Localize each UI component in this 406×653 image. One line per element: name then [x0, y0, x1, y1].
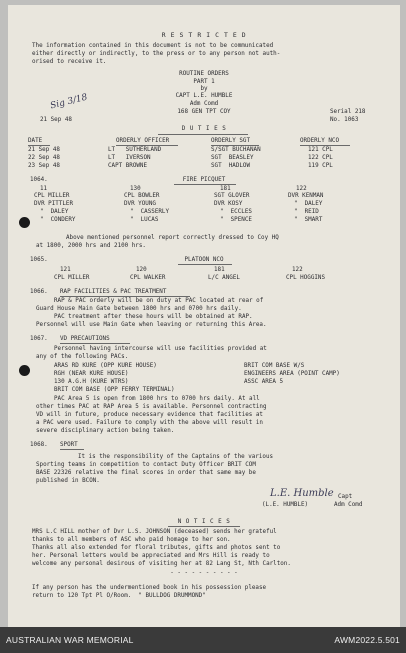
punch-hole [19, 217, 30, 228]
item-text: Guard House Main Gate between 1800 hrs and 0700 hrs daily. [36, 306, 242, 312]
signature-name: (L.E. HUMBLE) [262, 502, 309, 508]
item-text: PAC treatment after these hours will be obtained at RAP. [54, 314, 253, 320]
item-number: 1065. [30, 257, 48, 263]
nco-code: 181 [214, 267, 225, 273]
handwritten-annotation: Sig 3/18 [49, 92, 89, 112]
footer-institution: AUSTRALIAN WAR MEMORIAL [6, 635, 134, 645]
orders-date: 21 Sep 48 [40, 117, 72, 123]
nco-name: L/C ANGEL [208, 275, 240, 281]
notice-text: MRS L.C HILL mother of Dvr L.S. JOHNSON (deceased) sends her grateful [32, 529, 277, 535]
punch-hole [19, 365, 30, 376]
item-text: Personnel having intercourse will use facilities provided at [54, 346, 267, 352]
item-text: a PAC were used. Failure to comply with the above will result in [36, 420, 263, 426]
heading-underline [174, 184, 236, 185]
picquet-name: CPL MILLER [34, 193, 70, 199]
picquet-name: CPL BOWLER [124, 193, 160, 199]
picquet-name: " SPENCE [220, 217, 252, 223]
nco-name: CPL MILLER [54, 275, 90, 281]
item-number: 1068. [30, 442, 48, 448]
pac-location: RGH (NEAR KURE HOUSE) [54, 371, 129, 377]
item-text: PAC Area 5 is open from 1800 hrs to 0700 hrs daily. At all [54, 396, 260, 402]
item-number: 1066. [30, 289, 48, 295]
notice-text: welcome any personal desirous of visiting her at 82 Lang St, Nth Carlton. [32, 561, 291, 567]
item-title: RAP FACILITIES & PAC TREATMENT [60, 289, 167, 295]
column-underline [211, 145, 259, 146]
orders-officer: CAPT L.E. HUMBLE [175, 93, 233, 99]
orders-by: by [200, 86, 208, 92]
pac-location: ASSC AREA 5 [244, 379, 284, 385]
orders-unit: 168 GEN TPT COY [177, 109, 231, 115]
duties-col-date: DATE [28, 138, 43, 144]
item-text: It is the responsibility of the Captains of the various [78, 454, 274, 460]
signature-appointment: Adm Comd [334, 502, 363, 508]
item-text: Sporting teams in competition to contact Duty Officer BRIT COM [36, 462, 256, 468]
item-text: severe disciplinary action being taken. [36, 428, 175, 434]
picquet-name: SGT GLOVER [214, 193, 250, 199]
notice-text: If any person has the undermentioned book in his possession please [32, 585, 267, 591]
heading-underline [60, 449, 84, 450]
item-text: any of the following PACs. [36, 354, 129, 360]
nco-code: 120 [136, 267, 147, 273]
column-underline [116, 145, 178, 146]
duties-cell: CAPT BROWNE [108, 163, 148, 169]
duties-cell: SGT HADLOW [211, 163, 251, 169]
heading-underline [178, 264, 232, 265]
notice-line: The information contained in this document is not to be communicated [32, 43, 274, 49]
column-underline [28, 145, 50, 146]
picquet-code: 122 [296, 186, 307, 192]
item-text: published in BCON. [36, 478, 100, 484]
picquet-name: " REID [294, 209, 319, 215]
picquet-name: " SMART [294, 217, 323, 223]
pac-location: ARAS RD KURE (OPP KURE HOUSE) [54, 363, 157, 369]
notice-line: either directly or indirectly, to the press or to any person not auth- [32, 51, 281, 57]
signature-rank: Capt [338, 494, 353, 500]
item-text: RAP & PAC orderly will be on duty at PAC located at rear of [54, 298, 264, 304]
signature: L.E. Humble [270, 488, 334, 499]
item-title: SPORT [60, 442, 78, 448]
orders-appointment: Adm Comd [189, 101, 219, 107]
column-underline [300, 145, 350, 146]
nco-code: 121 [60, 267, 71, 273]
pac-location: ENGINEERS AREA (POINT CAMP) [244, 371, 340, 377]
pac-location: BRIT COM BASE (OPP FERRY TERMINAL) [54, 387, 175, 393]
duties-cell: 122 CPL [308, 155, 333, 161]
duties-col-sgt: ORDERLY SGT [211, 138, 251, 144]
footer-reference: AWM2022.5.501 [334, 635, 400, 645]
archive-footer [0, 627, 406, 653]
classification-heading: R E S T R I C T E D [161, 31, 247, 39]
notices-heading: N O T I C E S [177, 519, 231, 525]
heading-underline [168, 526, 240, 527]
nco-name: CPL WALKER [130, 275, 166, 281]
picquet-name: DVR YOUNG [124, 201, 156, 207]
heading-underline [158, 134, 248, 135]
duties-cell: 121 CPL [308, 147, 333, 153]
picquet-name: DVR KENMAN [288, 193, 324, 199]
orders-part: PART 1 [193, 79, 215, 85]
picquet-name: DVR KOSY [214, 201, 243, 207]
item-text: VD will in future, produce necessary evidence that facilities at [36, 412, 263, 418]
item-number: 1064. [30, 177, 48, 183]
notice-text: return to 120 Tpt Pl O/Room. " BULLDOG DRUMMOND" [32, 593, 206, 599]
picquet-note: at 1800, 2000 hrs and 2100 hrs. [36, 243, 146, 249]
item-text: Personnel will use Main Gate when leaving or returning this Area. [36, 322, 267, 328]
picquet-code: 11 [40, 186, 48, 192]
item-title: PLATOON NCO [184, 257, 224, 263]
duties-cell: 21 Sep 48 [28, 147, 60, 153]
heading-underline [60, 296, 190, 297]
document-page [8, 5, 400, 627]
serial-number: Serial 218 [330, 109, 366, 115]
notice-text: Thanks all also extended for floral tributes, gifts and photos sent to [32, 545, 281, 551]
duties-heading: D U T I E S [181, 126, 227, 132]
picquet-name: " DALEY [40, 209, 69, 215]
picquet-name: " CASSERLY [130, 209, 170, 215]
nco-name: CPL HOGGINS [286, 275, 326, 281]
duties-cell: LT IVERSON [108, 155, 151, 161]
duties-cell: 119 CPL [308, 163, 333, 169]
duties-col-nco: ORDERLY NCO [300, 138, 340, 144]
picquet-note: Above mentioned personnel report correctly dressed to Coy HQ [66, 235, 279, 241]
picquet-name: " ECCLES [220, 209, 252, 215]
picquet-name: " LUCAS [130, 217, 159, 223]
notice-text: her. Personal letters would be appreciated and Mrs Hill is ready to [32, 553, 270, 559]
item-number: 1067. [30, 336, 48, 342]
notice-separator: - - - - - - - - - - [170, 570, 238, 576]
duties-cell: SGT BEASLEY [211, 155, 254, 161]
picquet-name: " DALEY [294, 201, 323, 207]
pac-location: BRIT COM BASE W/S [244, 363, 305, 369]
heading-underline [60, 343, 130, 344]
item-title: VD PRECAUTIONS [60, 336, 110, 342]
item-title: FIRE PICQUET [182, 177, 226, 183]
item-text: BASE 22326 relative the final scores in order that same may be [36, 470, 256, 476]
duties-cell: 23 Sep 48 [28, 163, 60, 169]
duties-cell: S/SGT BUCHANAN [211, 147, 261, 153]
duties-cell: LT SUTHERLAND [108, 147, 162, 153]
picquet-code: 181 [220, 186, 231, 192]
notice-line: orised to receive it. [32, 59, 107, 65]
order-number: No. 1063 [330, 117, 359, 123]
picquet-code: 130 [130, 186, 141, 192]
orders-title: ROUTINE ORDERS [179, 71, 229, 77]
notice-text: thanks to all members of ASC who paid homage to her son. [32, 537, 231, 543]
item-text: other times PAC at RAP Area 5 is available. Personnel contracting [36, 404, 267, 410]
duties-cell: 22 Sep 48 [28, 155, 60, 161]
nco-code: 122 [292, 267, 303, 273]
pac-location: 130 A.G.H (KURE WTRS) [54, 379, 129, 385]
duties-col-officer: ORDERLY OFFICER [116, 138, 170, 144]
picquet-name: DVR PITTLER [34, 201, 74, 207]
picquet-name: " CONDERY [40, 217, 76, 223]
